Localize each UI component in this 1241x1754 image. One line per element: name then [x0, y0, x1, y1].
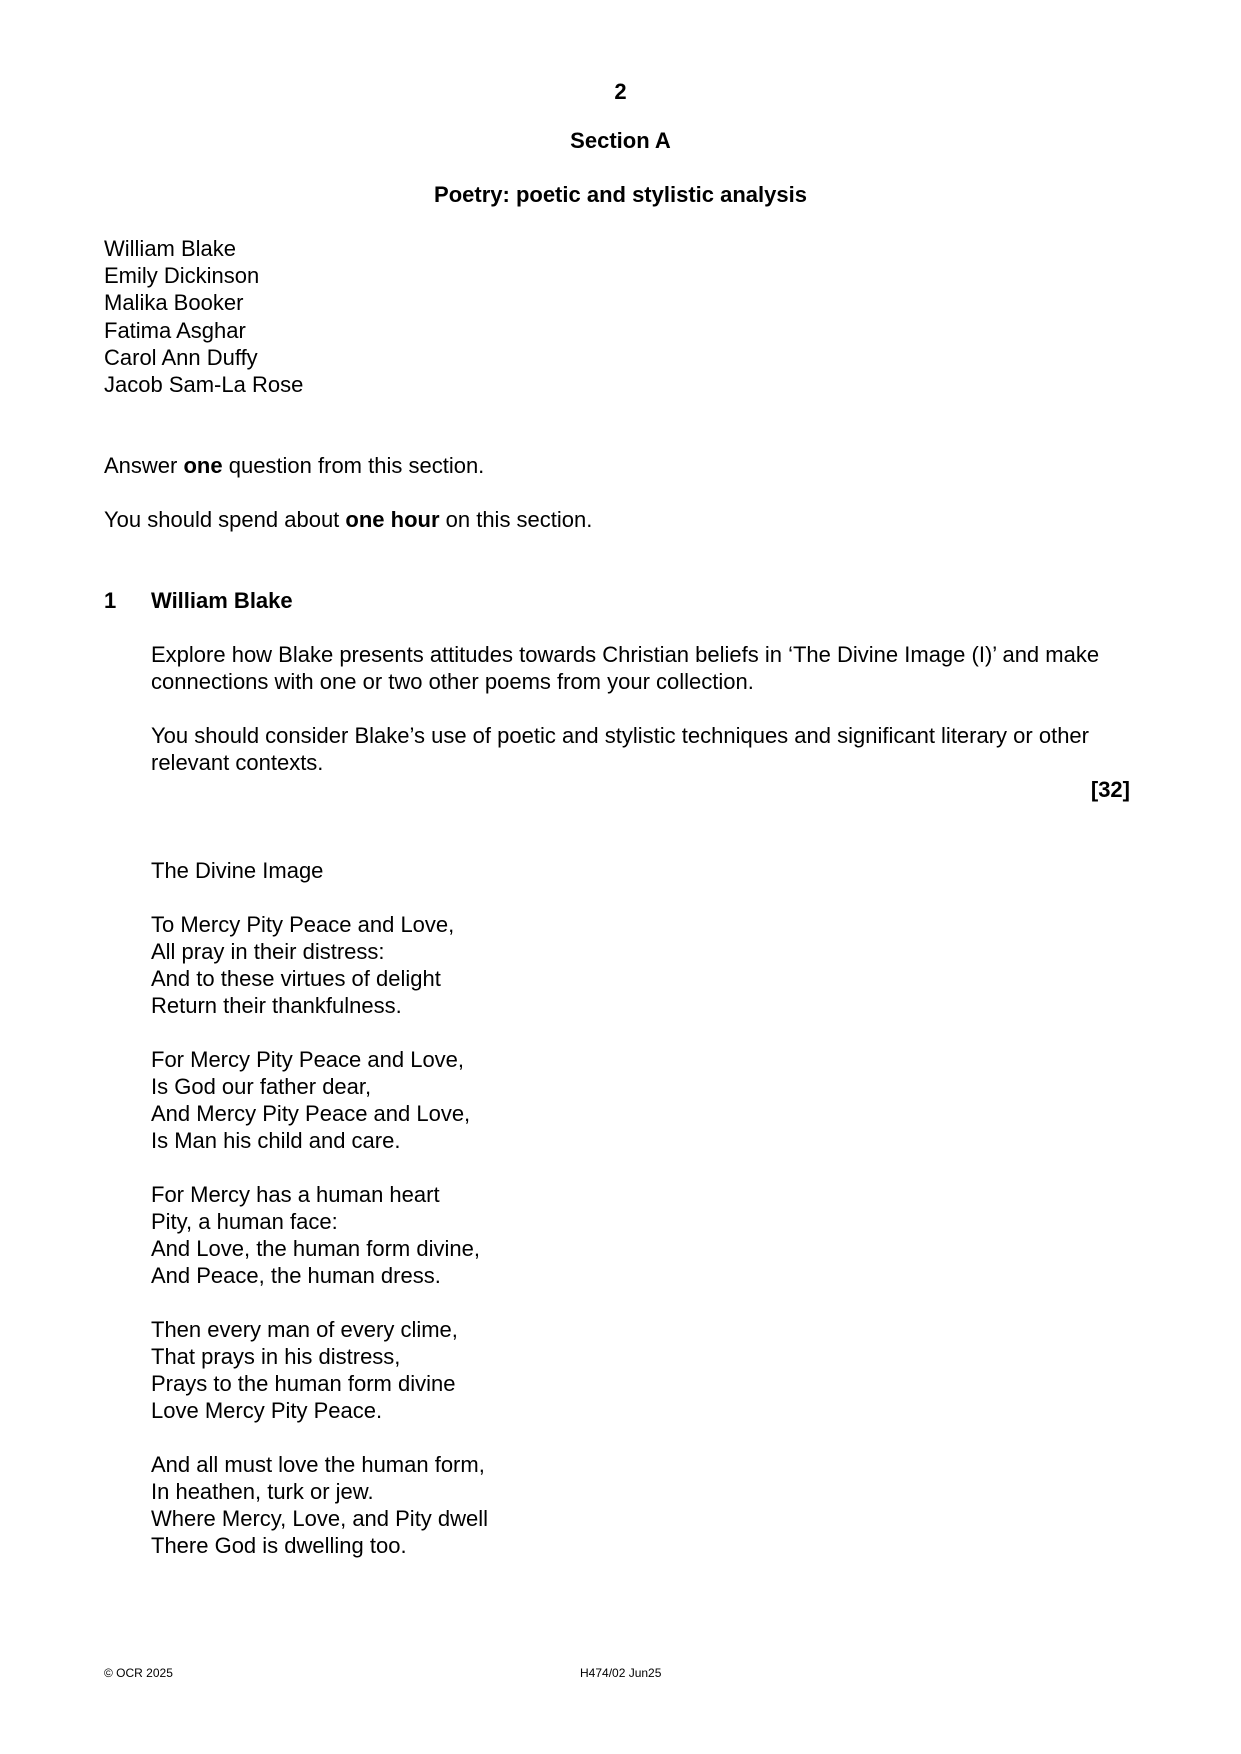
question-heading: William Blake: [151, 588, 293, 613]
poet-name: Fatima Asghar: [104, 317, 246, 343]
poet-name: Jacob Sam-La Rose: [104, 371, 304, 397]
poet-name: Malika Booker: [104, 290, 244, 316]
poem-stanza: [151, 911, 454, 1019]
instruction-text: question from this section.: [222, 453, 485, 478]
instruction-text: Answer: [104, 453, 184, 478]
question-guidance: You should consider Blake’s use of poetic and stylistic techniques and significant literary or other relevant contexts.: [151, 723, 1089, 775]
poem-line: And Love, the human form divine,: [151, 1236, 480, 1262]
poem-line: Is Man his child and care.: [151, 1128, 401, 1154]
poem-line: In heathen, turk or jew.: [151, 1479, 374, 1505]
question-prompt: Explore how Blake presents attitudes towards Christian beliefs in ‘The Divine Image (I)’ and make connections with one or two other poems from your collection.: [151, 642, 1100, 694]
poem-line: Is God our father dear,: [151, 1074, 372, 1100]
section-title: Section A: [570, 128, 671, 153]
question-number: 1: [104, 588, 117, 613]
poet-name: Carol Ann Duffy: [104, 344, 258, 370]
marks-label: [32]: [1090, 777, 1130, 802]
poem-line: For Mercy Pity Peace and Love,: [151, 1047, 465, 1072]
poet-name: Emily Dickinson: [104, 263, 260, 289]
poem-line: Where Mercy, Love, and Pity dwell: [151, 1506, 489, 1532]
poem-stanza: [151, 1046, 470, 1154]
poem-line: For Mercy has a human heart: [151, 1182, 440, 1207]
instruction-emphasis: one: [183, 453, 223, 478]
poem-line: There God is dwelling too.: [151, 1533, 407, 1559]
section-subtitle: Poetry: poetic and stylistic analysis: [434, 182, 807, 207]
footer-copyright: © OCR 2025: [104, 1666, 173, 1680]
poem-line: That prays in his distress,: [151, 1344, 401, 1370]
poem-line: All pray in their distress:: [151, 939, 385, 965]
poem-line: And to these virtues of delight: [151, 966, 441, 992]
poem-line: And Peace, the human dress.: [151, 1263, 441, 1289]
page-number: 2: [614, 79, 627, 104]
instruction-answer-count: [104, 452, 484, 479]
poem-stanza: [151, 1451, 488, 1559]
instruction-emphasis: one hour: [345, 507, 440, 532]
poem-line: And Mercy Pity Peace and Love,: [151, 1101, 471, 1127]
instruction-time: [104, 506, 592, 533]
poem-line: To Mercy Pity Peace and Love,: [151, 912, 455, 937]
poem-line: Love Mercy Pity Peace.: [151, 1398, 383, 1424]
instruction-text: You should spend about: [104, 507, 346, 532]
poem-line: Then every man of every clime,: [151, 1317, 458, 1342]
poem-line: Pity, a human face:: [151, 1209, 338, 1235]
poet-name: William Blake: [104, 236, 237, 261]
footer-paper-code: H474/02 Jun25: [580, 1666, 662, 1680]
poem-line: And all must love the human form,: [151, 1452, 485, 1477]
poem-title: The Divine Image: [151, 858, 324, 883]
poem-stanza: [151, 1181, 480, 1289]
poet-list: [104, 235, 303, 398]
poem-line: Return their thankfulness.: [151, 993, 402, 1019]
poem-stanza: [151, 1316, 458, 1424]
poem-line: Prays to the human form divine: [151, 1371, 456, 1397]
instruction-text: on this section.: [439, 507, 593, 532]
